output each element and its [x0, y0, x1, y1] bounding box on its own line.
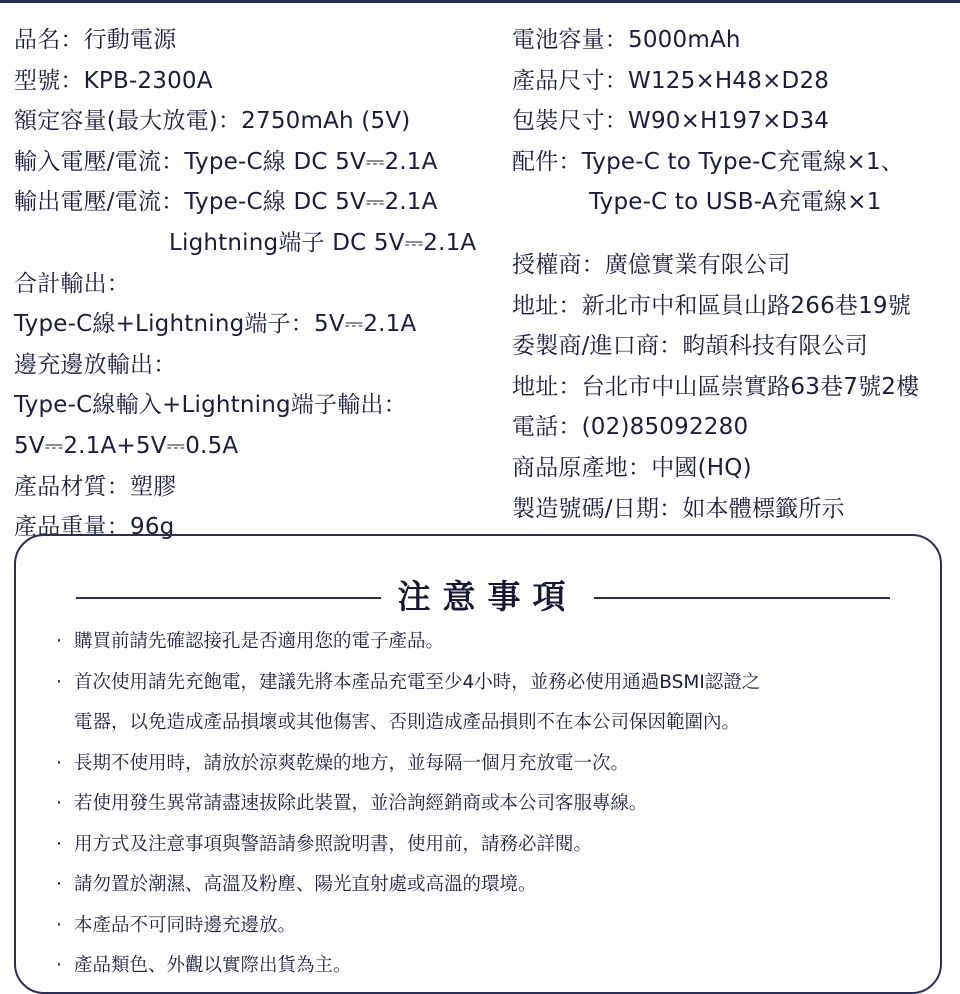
spec-manufacture-date: 製造號碼/日期：如本體標籤所示 — [512, 495, 845, 522]
notice-item-continuation — [56, 703, 926, 744]
notice-list — [56, 622, 926, 987]
notice-item — [56, 784, 926, 825]
bullet-icon: · — [56, 631, 62, 652]
notice-text: 產品類色、外觀以實際出貨為主。 — [74, 955, 352, 976]
spacer — [512, 223, 952, 245]
specs-left-column — [14, 20, 494, 548]
spec-weight: 產品重量：96g — [14, 514, 175, 541]
notice-box — [14, 534, 942, 994]
spec-material: 產品材質：塑膠 — [14, 473, 177, 500]
spec-passthrough-label: 邊充邊放輸出： — [14, 351, 177, 378]
spec-total-output-label: 合計輸出： — [14, 270, 130, 297]
spec-product-size: 產品尺寸：W125×H48×D28 — [512, 67, 830, 94]
spec-output-lightning: Lightning端子 DC 5V⎓2.1A — [169, 229, 477, 256]
notice-text: 購買前請先確認接孔是否適用您的電子產品。 — [74, 631, 445, 652]
spec-licensor: 授權商：廣億實業有限公司 — [512, 251, 791, 278]
bullet-icon: · — [56, 914, 62, 936]
notice-text: 首次使用請先充飽電，建議先將本產品充電至少4小時，並務必使用通過BSMI認證之 — [74, 671, 761, 693]
spec-package-size: 包裝尺寸：W90×H197×D34 — [512, 108, 830, 135]
bullet-icon: · — [56, 793, 62, 814]
notice-text: 本產品不可同時邊充邊放。 — [74, 914, 297, 936]
spec-accessories-2: Type-C to USB-A充電線×1 — [589, 189, 882, 216]
spec-model: 型號：KPB-2300A — [14, 67, 213, 94]
specs-right-column — [512, 20, 952, 529]
notice-item — [56, 946, 926, 987]
notice-text: 若使用發生異常請盡速拔除此裝置，並洽詢經銷商或本公司客服專線。 — [74, 793, 648, 814]
notice-item — [56, 744, 926, 785]
spec-importer-address: 地址：台北市中山區崇實路63巷7號2樓 — [512, 373, 920, 400]
spec-importer: 委製商/進口商：畇頡科技有限公司 — [512, 333, 868, 360]
top-border — [0, 0, 960, 3]
spec-phone: 電話：(02)85092280 — [512, 414, 749, 441]
notice-text: 用方式及注意事項與警語請參照說明書，使用前，請務必詳閱。 — [74, 833, 593, 855]
spec-accessories: 配件：Type-C to Type-C充電線×1、 — [512, 148, 904, 175]
notice-text: 長期不使用時，請放於涼爽乾燥的地方，並每隔一個月充放電一次。 — [74, 752, 630, 774]
spec-total-output-value: Type-C線+Lightning端子：5V⎓2.1A — [14, 311, 417, 338]
spec-product-name: 品名：行動電源 — [14, 27, 177, 53]
notice-rule-right — [594, 597, 890, 599]
notice-header — [16, 572, 940, 622]
bullet-icon: · — [56, 671, 62, 693]
notice-item — [56, 622, 926, 663]
spec-rated-capacity: 額定容量(最大放電)：2750mAh (5V) — [14, 108, 411, 135]
bullet-icon: · — [56, 752, 62, 774]
notice-rule-left — [76, 597, 381, 599]
spec-passthrough-desc: Type-C線輸入+Lightning端子輸出： — [14, 392, 407, 419]
notice-text: 請勿置於潮濕、高溫及粉塵、陽光直射處或高溫的環境。 — [74, 874, 537, 895]
notice-item — [56, 663, 926, 704]
notice-text: 電器，以免造成產品損壞或其他傷害、否則造成產品損則不在本公司保因範圍內。 — [74, 712, 741, 733]
spec-input: 輸入電壓/電流：Type-C線 DC 5V⎓2.1A — [14, 148, 438, 175]
bullet-icon: · — [56, 833, 62, 855]
notice-item — [56, 865, 926, 906]
spec-output: 輸出電壓/電流：Type-C線 DC 5V⎓2.1A — [14, 189, 438, 216]
spec-battery-capacity: 電池容量：5000mAh — [512, 27, 741, 53]
spec-passthrough-value: 5V⎓2.1A+5V⎓0.5A — [14, 432, 239, 459]
bullet-icon: · — [56, 874, 62, 895]
notice-item — [56, 906, 926, 947]
notice-item — [56, 825, 926, 866]
spec-licensor-address: 地址：新北市中和區員山路266巷19號 — [512, 292, 911, 319]
bullet-icon: · — [56, 955, 62, 976]
notice-title: 注意事項 — [397, 577, 578, 616]
spec-origin: 商品原產地：中國(HQ) — [512, 454, 752, 481]
